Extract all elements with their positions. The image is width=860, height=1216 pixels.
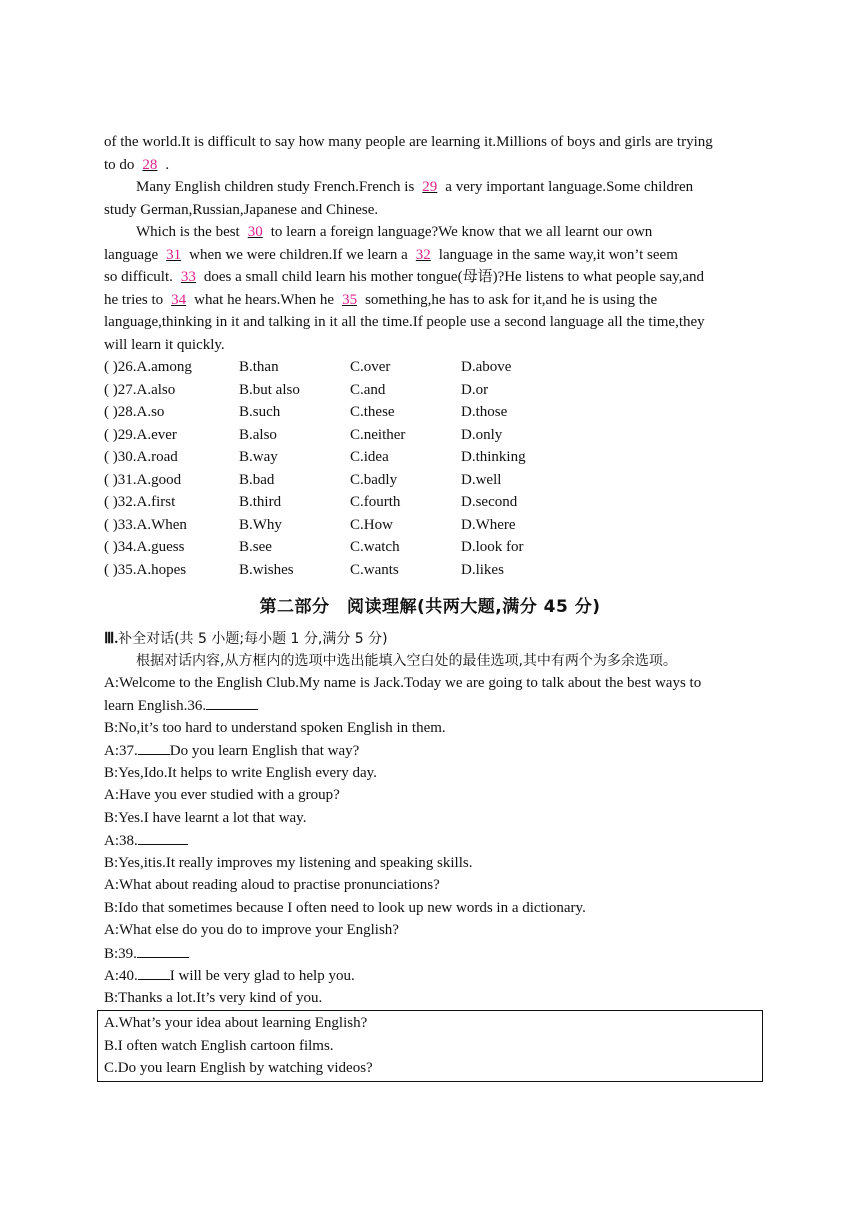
text: something,he has to ask for it,and he is using the [365,292,658,308]
text: a very important language.Some children [445,179,694,195]
text: A:What else do you do to improve your English? [104,922,399,938]
option-c: C.neither [350,427,406,443]
text: B:Yes,itis.It really improves my listening and speaking skills. [104,855,473,871]
dialogue-line [104,718,446,738]
instruction: 根据对话内容,从方框内的选项中选出能填入空白处的最佳选项,其中有两个为多余选项。 [136,653,677,669]
passage-line-6 [104,245,678,265]
option-row-28 [104,402,804,422]
passage-line-2 [104,155,169,175]
passage-line-5 [136,222,652,242]
text: A:37. [104,743,138,759]
dialogue-line [104,785,340,805]
option-row-27 [104,380,804,400]
option-row-30 [104,447,804,467]
option-a: ( )26.A.among [104,359,192,375]
dialogue-line [104,853,472,873]
text: he tries to [104,292,164,308]
option-d: D.second [461,494,518,510]
option-d: D.likes [461,562,504,578]
option-b: B.Why [239,517,282,533]
text: of the world.It is difficult to say how many people are learning it.Millions of boys and girls are trying [104,134,713,150]
option-d: D.well [461,472,502,488]
option-b: B.wishes [239,562,294,578]
blank-35: 35 [342,292,358,308]
answer-blank-38[interactable] [138,830,188,845]
dialogue-line [104,920,399,940]
dialogue-line [104,740,359,760]
option-d: D.above [461,359,512,375]
option-row-32 [104,492,804,512]
box-option-c: C.Do you learn English by watching videos? [104,1060,373,1076]
passage-line-9 [104,312,705,332]
section-number: Ⅲ. [104,631,119,647]
option-b: B.such [239,404,281,420]
blank-31: 31 [166,247,182,263]
passage-line-3 [136,177,693,197]
option-a: ( )32.A.first [104,494,176,510]
text: study German,Russian,Japanese and Chinese. [104,202,379,218]
option-a: ( )29.A.ever [104,427,177,443]
option-c: C.watch [350,539,400,555]
dialogue-line [104,673,701,693]
dialogue-line [104,875,440,895]
section-title: 补全对话(共 5 小题;每小题 1 分,满分 5 分) [118,631,388,647]
box-option-b: B.I often watch English cartoon films. [104,1038,334,1054]
option-c: C.idea [350,449,389,465]
option-row-29 [104,425,804,445]
option-c: C.wants [350,562,399,578]
text: to do [104,157,135,173]
option-c: C.and [350,382,386,398]
option-a: ( )35.A.hopes [104,562,187,578]
dialogue-line [104,830,188,850]
option-b: B.bad [239,472,275,488]
option-row-31 [104,470,804,490]
option-row-35 [104,560,804,580]
option-c: C.badly [350,472,398,488]
dialogue-line [104,763,377,783]
text: when we were children.If we learn a [189,247,408,263]
text: B:No,it’s too hard to understand spoken English in them. [104,720,446,736]
option-d: D.only [461,427,503,443]
text: Do you learn English that way? [169,743,360,759]
text: so difficult. [104,269,173,285]
option-b: B.way [239,449,278,465]
text: what he hears.When he [194,292,335,308]
option-b: B.third [239,494,282,510]
passage-line-4 [104,200,378,220]
passage-line-10 [104,335,225,355]
option-d: D.Where [461,517,516,533]
text: A:40. [104,968,138,984]
dialogue-line [104,943,189,963]
option-row-33 [104,515,804,535]
dialogue-line [104,965,355,985]
text: B:Thanks a lot.It’s very kind of you. [104,990,323,1006]
text: A:Welcome to the English Club.My name is Jack.Today we are going to talk about the best ways to [104,675,702,691]
option-a: ( )33.A.When [104,517,187,533]
text: A:Have you ever studied with a group? [104,787,340,803]
passage-line-7 [104,267,704,287]
option-d: D.those [461,404,508,420]
answer-blank-40[interactable] [138,965,170,980]
text: will learn it quickly. [104,337,225,353]
text: . [165,157,170,173]
option-c: C.these [350,404,395,420]
blank-33: 33 [180,269,196,285]
answer-blank-36[interactable] [206,695,258,710]
option-b: B.but also [239,382,300,398]
text: A:38. [104,833,138,849]
option-a: ( )27.A.also [104,382,176,398]
dialogue-line [104,695,258,715]
text: A:What about reading aloud to practise pronunciations? [104,877,440,893]
blank-34: 34 [171,292,187,308]
text: language,thinking in it and talking in it all the time.If people use a second language all the time,they [104,314,705,330]
blank-29: 29 [422,179,438,195]
dialogue-line [104,808,306,828]
answer-blank-37[interactable] [138,740,170,755]
option-d: D.or [461,382,489,398]
blank-28: 28 [142,157,158,173]
option-d: D.look for [461,539,524,555]
text: B:Yes.I have learnt a lot that way. [104,810,307,826]
dialogue-line [104,988,322,1008]
option-c: C.over [350,359,391,375]
text: to learn a foreign language?We know that we all learnt our own [270,224,653,240]
dialogue-line [104,898,586,918]
part2-heading: 第二部分 阅读理解(共两大题,满分 45 分) [259,597,601,617]
option-row-34 [104,537,804,557]
option-c: C.How [350,517,393,533]
text: I will be very glad to help you. [169,968,355,984]
option-row-26 [104,357,804,377]
section-3-title [104,628,388,648]
passage-line-8 [104,290,657,310]
option-a: ( )34.A.guess [104,539,185,555]
box-option-a: A.What’s your idea about learning English? [104,1015,368,1031]
text: B:Ido that sometimes because I often need to look up new words in a dictionary. [104,900,586,916]
options-box [97,1010,763,1082]
text: language [104,247,159,263]
blank-30: 30 [247,224,263,240]
option-a: ( )28.A.so [104,404,165,420]
text: does a small child learn his mother tongue(母语)?He listens to what people say,and [203,269,705,285]
option-b: B.see [239,539,272,555]
text: B:Yes,Ido.It helps to write English every day. [104,765,377,781]
text: language in the same way,it won’t seem [438,247,678,263]
option-d: D.thinking [461,449,526,465]
text: B:39. [104,946,137,962]
option-c: C.fourth [350,494,401,510]
option-b: B.than [239,359,279,375]
option-a: ( )31.A.good [104,472,182,488]
text: learn English.36. [104,698,207,714]
option-b: B.also [239,427,277,443]
text: Which is the best [136,224,240,240]
answer-blank-39[interactable] [137,943,189,958]
blank-32: 32 [415,247,431,263]
passage-line-1 [104,132,713,152]
text: Many English children study French.French is [136,179,415,195]
option-a: ( )30.A.road [104,449,178,465]
